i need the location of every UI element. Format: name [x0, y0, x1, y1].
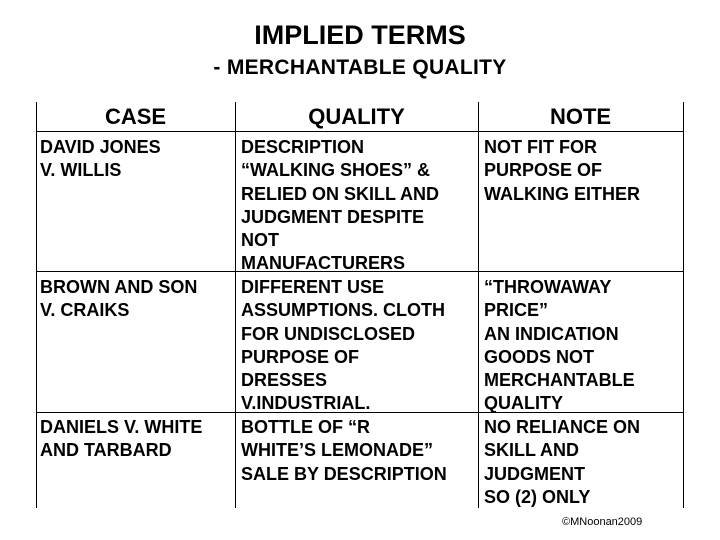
cell-line: SKILL AND: [484, 440, 580, 461]
table-cell-case: [40, 136, 161, 183]
cell-line: WHITE’S LEMONADE”: [241, 440, 433, 461]
cell-line: SALE BY DESCRIPTION: [241, 463, 447, 484]
cell-line: “THROWAWAY: [484, 277, 612, 297]
cell-line: FOR UNDISCLOSED: [241, 323, 416, 344]
table-cell-case: [40, 276, 197, 323]
cell-line: NOT: [241, 230, 279, 251]
cell-line: BROWN AND SON: [40, 277, 198, 297]
table-cell-quality: [241, 276, 445, 416]
cell-line: PURPOSE OF: [484, 160, 603, 181]
cell-line: DIFFERENT USE: [241, 277, 385, 297]
cell-line: PRICE”: [484, 300, 549, 321]
cell-line: V.INDUSTRIAL.: [241, 393, 371, 414]
cell-line: DAVID JONES: [40, 137, 161, 157]
table-divider-quality-note: [478, 102, 479, 508]
table-border-left: [36, 102, 37, 508]
cell-line: WALKING EITHER: [484, 183, 640, 204]
cell-line: “WALKING SHOES” &: [241, 160, 431, 181]
cell-line: NOT FIT FOR: [484, 137, 597, 157]
cell-line: DRESSES: [241, 370, 328, 391]
table-border-right: [683, 102, 684, 508]
page-subtitle: - MERCHANTABLE QUALITY: [213, 56, 507, 79]
cell-line: MERCHANTABLE: [484, 370, 635, 391]
cell-line: SO (2) ONLY: [484, 486, 591, 507]
table-cell-quality: [241, 136, 439, 276]
cell-line: AN INDICATION: [484, 323, 619, 344]
table-cell-case: [40, 416, 202, 463]
copyright-notice: ©MNoonan2009: [562, 516, 643, 528]
cell-line: NO RELIANCE ON: [484, 417, 641, 437]
column-header-case: CASE: [104, 104, 167, 129]
page-title: IMPLIED TERMS: [254, 20, 466, 50]
cell-line: DESCRIPTION: [241, 137, 365, 157]
column-header-quality: QUALITY: [308, 104, 405, 129]
table-cell-note: [484, 136, 640, 206]
cell-line: GOODS NOT: [484, 346, 595, 367]
cell-line: QUALITY: [484, 393, 563, 414]
cell-line: JUDGMENT DESPITE: [241, 206, 425, 227]
table-divider-case-quality: [235, 102, 236, 508]
cell-line: V. CRAIKS: [40, 300, 130, 321]
cell-line: PURPOSE OF: [241, 346, 360, 367]
table-cell-quality: [241, 416, 447, 486]
table-cell-note: [484, 276, 635, 416]
cell-line: RELIED ON SKILL AND: [241, 183, 440, 204]
cell-line: BOTTLE OF “R: [241, 417, 370, 437]
cell-line: V. WILLIS: [40, 160, 122, 181]
table-cell-note: [484, 416, 640, 509]
column-header-note: NOTE: [549, 104, 612, 129]
cell-line: JUDGMENT: [484, 463, 586, 484]
cell-line: ASSUMPTIONS. CLOTH: [241, 300, 446, 321]
cell-line: DANIELS V. WHITE: [40, 417, 203, 437]
table-header-rule: [36, 131, 683, 132]
cell-line: AND TARBARD: [40, 440, 172, 461]
cell-line: MANUFACTURERS: [241, 253, 405, 274]
